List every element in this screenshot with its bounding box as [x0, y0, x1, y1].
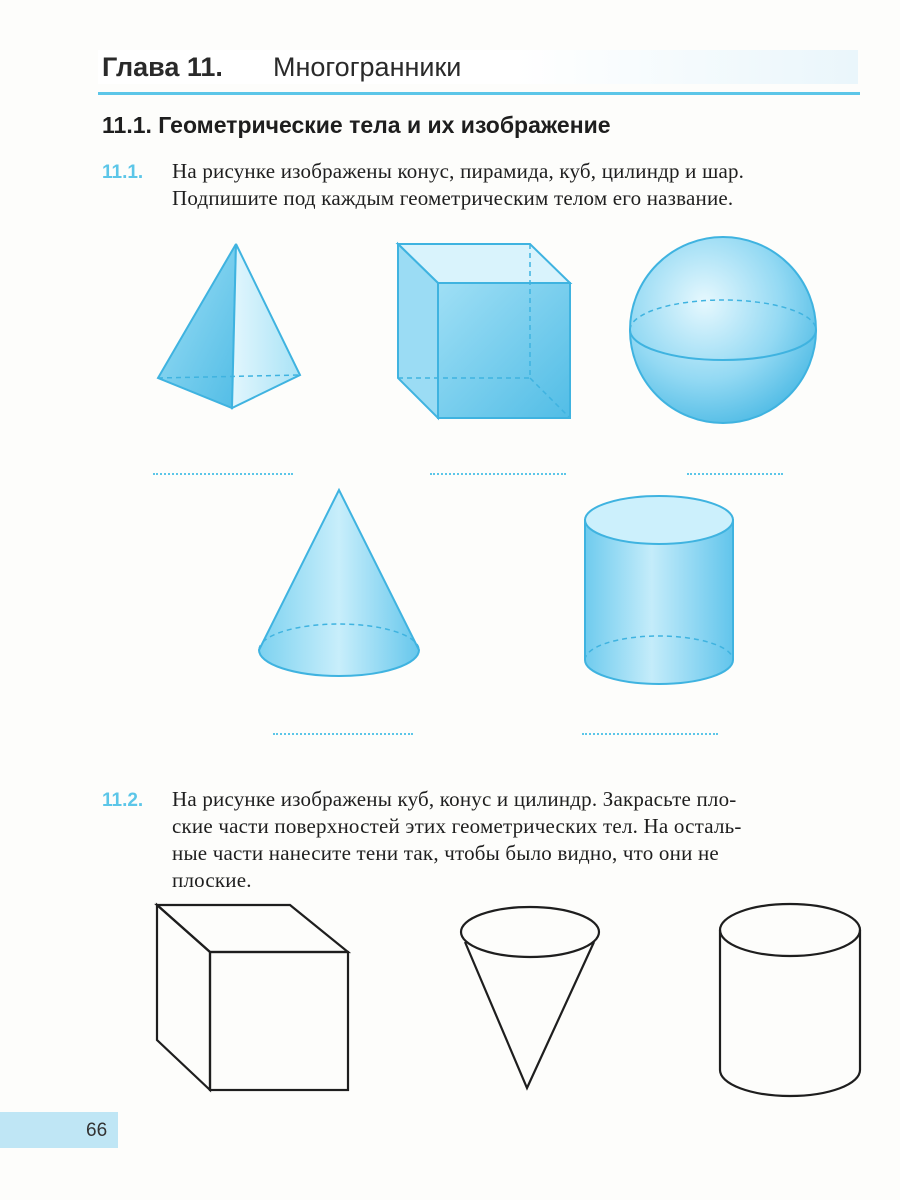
- task-line: ные части нанесите тени так, чтобы было видно, что они не: [172, 841, 719, 865]
- answer-line-cylinder[interactable]: [582, 733, 718, 735]
- task-number-11-2: 11.2.: [102, 790, 144, 811]
- answer-line-sphere[interactable]: [687, 473, 783, 475]
- task-line: На рисунке изображены куб, конус и цилиндр. Закрасьте пло-: [172, 787, 737, 811]
- task-text-11-2: [172, 786, 862, 894]
- cylinder-figure: [585, 496, 733, 684]
- answer-line-cone[interactable]: [273, 733, 413, 735]
- task-number-11-1: 11.1.: [102, 162, 144, 183]
- cylinder-outline: [720, 904, 860, 1096]
- chapter-label: Глава 11.: [102, 52, 223, 82]
- task-line: плоские.: [172, 868, 252, 892]
- answer-line-pyramid[interactable]: [153, 473, 293, 475]
- task-line: На рисунке изображены конус, пирамида, куб, цилиндр и шар.: [172, 159, 745, 183]
- cube-figure: [398, 244, 570, 418]
- page-number: 66: [86, 1120, 108, 1141]
- pyramid-figure: [158, 244, 300, 408]
- task-line: ские части поверхностей этих геометрических тел. На осталь-: [172, 814, 742, 838]
- sphere-figure: [630, 237, 816, 423]
- answer-line-cube[interactable]: [430, 473, 566, 475]
- cone-figure: [259, 490, 419, 676]
- chapter-name: Многогранники: [273, 52, 462, 82]
- cube-outline: [157, 905, 348, 1090]
- cone-outline: [461, 907, 599, 1088]
- section-title: 11.1. Геометрические тела и их изображение: [102, 112, 611, 138]
- task-line: Подпишите под каждым геометрическим телом его название.: [172, 186, 734, 210]
